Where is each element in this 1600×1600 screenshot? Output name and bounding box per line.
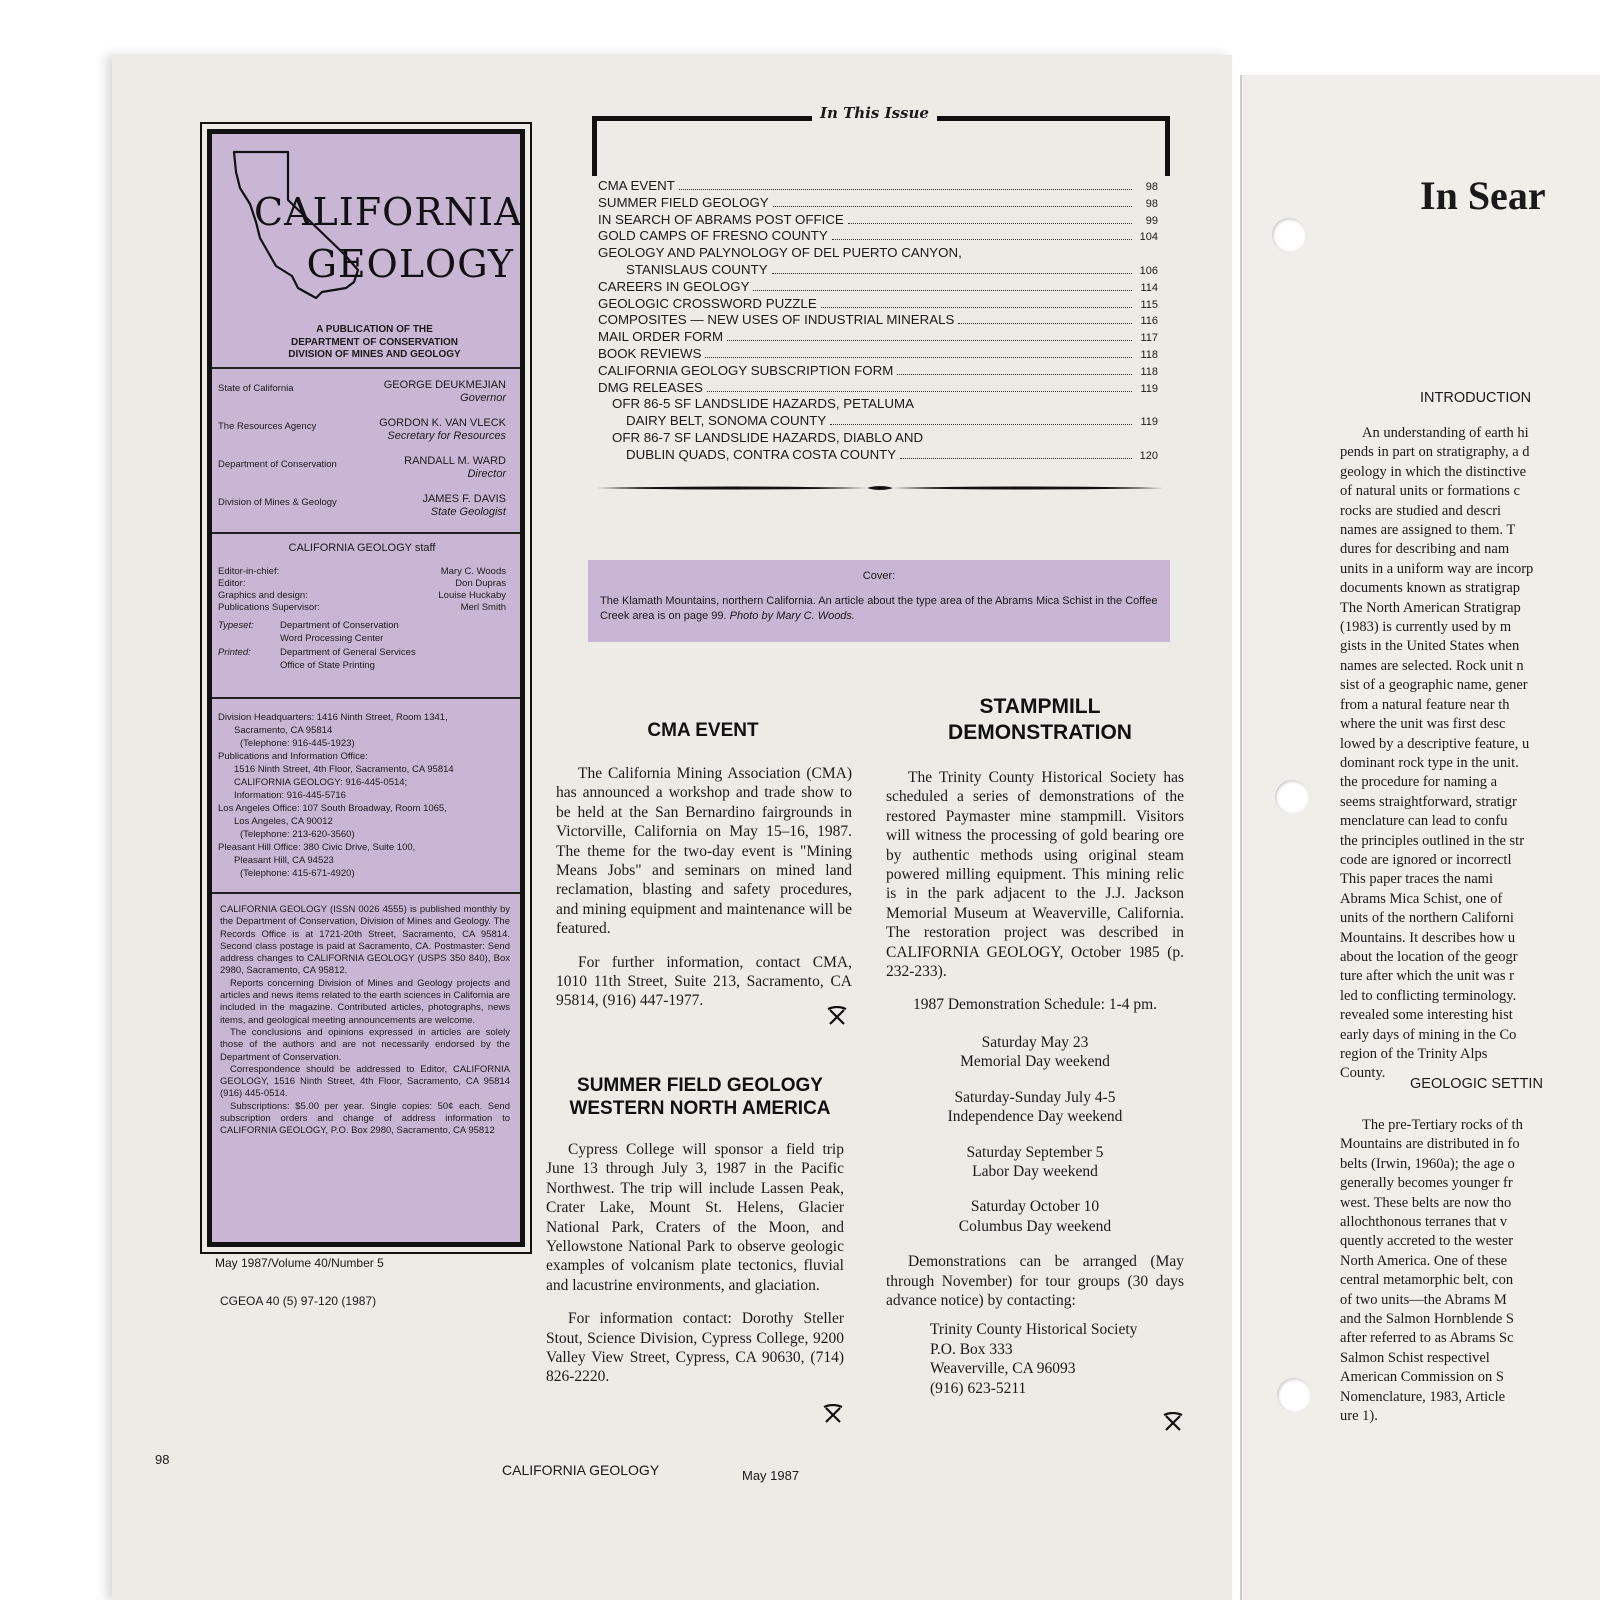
official-row [218,417,506,455]
pick-axe-icon [1162,1412,1184,1432]
toc-item [598,363,1158,380]
toc-item [598,346,1158,363]
text-line: rocks are studied and descri [1340,502,1502,519]
schedule-event: Labor Day weekend [972,1162,1098,1180]
text-line: Abrams Mica Schist, one of [1340,890,1503,907]
official-name: GORDON K. VAN VLECK [379,417,506,429]
toc-item-title: STANISLAUS COUNTY [626,261,768,277]
pubinfo-paragraph: The conclusions and opinions expressed in articles are solely those of the authors and are not necessarily endorsed by the Department of Conservation. [220,1026,510,1063]
pubinfo-paragraph: Subscriptions: $5.00 per year. Single copies: 50¢ each. Send subscription orders and change of address information to CALIFORNIA GEOLOGY, P.O. Box 2980, Sacramento, CA 95812 [220,1100,510,1137]
toc-item-page: 117 [1140,332,1158,345]
text-line: Mountains. It describes how u [1340,929,1516,946]
printed-line: Department of General Services [280,647,416,658]
publication-line: A PUBLICATION OF THE [316,324,433,335]
toc-item [598,279,1158,296]
pubinfo-paragraph: Reports concerning Division of Mines and Geology projects and articles and news items related to the earth sciences in California are included in the magazine. Contributed articles, photographs, news items, and geological meeting announcements are welcome. [220,977,510,1026]
address-line: Pleasant Hill Office: 380 Civic Drive, Suite 100, [218,842,416,853]
text-line: quently accreted to the wester [1340,1233,1514,1250]
official-row [218,493,506,531]
schedule-event: Independence Day weekend [947,1108,1123,1126]
staff-section [212,534,520,699]
stampmill-contact [886,1320,1184,1398]
toc-item-title: BOOK REVIEWS [598,345,702,361]
contents-label: In This Issue [812,104,937,122]
text-line: menclature can lead to confu [1340,813,1508,830]
toc-leader-dots [773,206,1132,207]
typeset-row [218,620,506,645]
toc-item [598,262,1158,279]
schedule-title: 1987 Demonstration Schedule: 1-4 pm. [912,996,1158,1014]
schedule-entry [886,1143,1184,1182]
punch-hole [1277,1378,1311,1412]
text-line: revealed some interesting hist [1340,1007,1513,1024]
masthead [207,129,525,1247]
summer-heading-line: WESTERN NORTH AMERICA [569,1098,831,1119]
text-line: from a natural feature near th [1340,696,1510,713]
address-line: Los Angeles Office: 107 South Broadway, Room 1065, [218,803,447,814]
text-line: ure 1). [1340,1408,1378,1425]
text-line: lowed by a descriptive feature, u [1340,735,1530,752]
toc-item [598,245,1158,262]
footer-date: May 1987 [742,1468,800,1483]
toc-leader-dots [727,340,1132,341]
punch-hole [1272,218,1306,252]
toc-item-title: MAIL ORDER FORM [598,329,724,345]
address-line: Pleasant Hill, CA 94523 [234,855,334,866]
contact-line: P.O. Box 333 [930,1340,1013,1358]
schedule-date: Saturday May 23 [981,1033,1089,1051]
address-line: CALIFORNIA GEOLOGY: 916-445-0514; [234,777,408,788]
text-line: of two units—the Abrams M [1340,1291,1507,1308]
printed-line: Office of State Printing [280,659,375,671]
toc-item-page: 114 [1140,281,1158,294]
summer-paragraph: Cypress College will sponsor a field trip June 13 through July 3, 1987 in the Pacific Northwest. The trip will include Lassen Peak, Crater Lake, Mount St. Helens, Glacier National Park, Craters of the Moon, and Yellowstone National Park to observe geologic examples of volcanism plate tectonics, fluvial and lacustrine environments, and glaciation. [546,1141,844,1294]
text-line: Mountains are distributed in fo [1340,1136,1520,1153]
official-agency: Division of Mines & Geology [218,497,337,508]
schedule-entry [886,1088,1184,1127]
stampmill-heading [900,694,1180,746]
toc-item [598,178,1158,195]
cover-text [600,594,1158,624]
toc-item-page: 118 [1140,365,1158,378]
pubinfo-paragraph: Correspondence should be addressed to Editor, CALIFORNIA GEOLOGY, 1516 Ninth Street, 4th Floor, Sacramento, CA 95814 (916) 445-0514. [220,1063,510,1100]
toc-item-page: 119 [1140,416,1158,429]
text-line: gists in the United States when [1340,638,1520,655]
masthead-title [254,186,523,290]
toc-leader-dots [958,323,1132,324]
toc-item-title: OFR 86-7 SF LANDSLIDE HAZARDS, DIABLO AND [612,429,924,445]
official-title: Governor [460,392,506,404]
toc-item [598,228,1158,245]
toc-item-title: GEOLOGY AND PALYNOLOGY OF DEL PUERTO CANYON, [598,245,962,261]
text-line: seems straightforward, stratigr [1340,793,1517,810]
cma-contact: For further information, contact CMA, 1010 11th Street, Suite 213, Sacramento, CA 95814, (916) 447-1977. [556,953,852,1010]
toc-leader-dots [821,307,1132,308]
text-line: units in a uniform way are incorp [1340,560,1534,577]
text-line: after referred to as Abrams Sc [1340,1330,1514,1347]
toc-item [598,447,1158,464]
text-line: where the unit was first desc [1340,716,1506,733]
addresses-section [212,699,520,894]
address-line: Los Angeles, CA 90012 [234,816,333,827]
schedule-entry [886,1033,1184,1072]
pubinfo-paragraph: CALIFORNIA GEOLOGY (ISSN 0026 4555) is published monthly by the Department of Conservation, Division of Mines and Geology. The Records Office is at 1721-20th Street, Sacramento, CA 95814. Second class postage is paid at Sacramento, CA. Postmaster: Send address changes to CALIFORNIA GEOLOGY (USPS 350 840), Box 2980, Sacramento, CA 95812. [220,904,510,977]
text-line: the principles outlined in the str [1340,832,1525,849]
text-line: names are selected. Rock unit n [1340,657,1524,674]
toc-list [598,178,1158,464]
toc-leader-dots [832,239,1132,240]
schedule-date: Saturday September 5 [966,1143,1104,1161]
summer-heading-line: SUMMER FIELD GEOLOGY [577,1075,823,1096]
official-agency: State of California [218,383,294,394]
toc-leader-dots [848,223,1132,224]
summer-heading [550,1074,850,1120]
toc-item [598,195,1158,212]
stampmill-paragraph: The Trinity County Historical Society has scheduled a series of demonstrations of the restored Paymaster mine stampmill. Visitors will witness the processing of gold bearing ore by authentic methods using original steam powered milling equipment. This mining relic is in the park adjacent to the J.J. Jackson Memorial Museum at Weaverville, California. The restoration project was described in CALIFORNIA GEOLOGY, October 1985 (p. 232-233). [886,769,1184,981]
address-line: 1516 Ninth Street, 4th Floor, Sacramento, CA 95814 [234,764,454,775]
schedule-date: Saturday October 10 [970,1198,1100,1216]
officials-section [212,369,520,534]
text-line: North America. One of these [1340,1252,1508,1269]
text-line: allochthonous terranes that v [1340,1214,1508,1231]
toc-item-title: COMPOSITES — NEW USES OF INDUSTRIAL MINERALS [598,312,955,328]
page-number: 98 [155,1452,170,1467]
toc-item-page: 119 [1140,382,1158,395]
setting-heading: GEOLOGIC SETTIN [1410,1076,1543,1092]
staff-name: Don Dupras [455,578,506,589]
text-line: The pre-Tertiary rocks of th [1362,1117,1523,1133]
official-name: JAMES F. DAVIS [422,493,506,505]
toc-item-page: 106 [1139,264,1158,277]
masthead-frame [200,122,532,1254]
address-line: Information: 916-445-5716 [234,790,346,801]
stampmill-arrange: Demonstrations can be arranged (May through November) for tour groups (30 days advance notice) by contacting: [886,1253,1184,1309]
toc-item-title: CALIFORNIA GEOLOGY SUBSCRIPTION FORM [598,362,894,378]
toc-leader-dots [772,273,1132,274]
cma-heading: CMA EVENT [647,720,759,741]
text-line: ture after which the unit was r [1340,968,1514,985]
text-line: The North American Stratigrap [1340,599,1521,616]
coden-line: CGEOA 40 (5) 97-120 (1987) [220,1294,377,1308]
cover-caption [588,560,1170,642]
staff-name: Mary C. Woods [440,566,506,577]
toc-item [598,430,1158,447]
address-line: (Telephone: 213-620-3560) [240,829,355,840]
toc-item [598,413,1158,430]
stampmill-article [886,768,1184,1398]
official-row [218,379,506,417]
masthead-logo [212,134,523,369]
toc-item [598,329,1158,346]
toc-item-title: GEOLOGIC CROSSWORD PUZZLE [598,295,817,311]
text-line: An understanding of earth hi [1362,425,1529,441]
text-line: code are ignored or incorrectl [1340,851,1512,868]
text-line: led to conflicting terminology. [1340,987,1517,1004]
text-line: units of the northern Californi [1340,910,1514,927]
cover-description: The Klamath Mountains, northern California. An article about the type area of the Abrams Mica Schist in the Coffee Creek area is on page 99. [600,595,1158,622]
text-line: dominant rock type in the unit. [1340,754,1519,771]
text-line: generally becomes younger fr [1340,1175,1513,1192]
toc-item-page: 118 [1140,348,1158,361]
toc-item-title: OFR 86-5 SF LANDSLIDE HAZARDS, PETALUMA [612,396,914,412]
address-line: Division Headquarters: 1416 Ninth Street, Room 1341, [218,712,448,723]
text-line: names are assigned to them. T [1340,522,1516,539]
text-line: Nomenclature, 1983, Article [1340,1388,1506,1405]
official-title: State Geologist [430,506,506,518]
text-line: central metamorphic belt, con [1340,1272,1514,1289]
text-line: dures for describing and nam [1340,541,1510,558]
printed-label: Printed: [218,647,251,658]
contact-line: Trinity County Historical Society [930,1321,1138,1339]
toc-leader-dots [705,357,1132,358]
pick-axe-icon [826,1006,848,1026]
typeset-line: Department of Conservation [280,620,399,631]
staff-row [218,578,506,590]
text-line: region of the Trinity Alps [1340,1046,1488,1062]
toc-item [598,312,1158,329]
staff-role: Graphics and design: [218,590,308,601]
setting-text [1340,1116,1600,1427]
toc-item-title: IN SEARCH OF ABRAMS POST OFFICE [598,211,844,227]
staff-row [218,566,506,578]
title-line-1: CALIFORNIA [254,190,523,234]
text-line: and the Salmon Hornblende S [1340,1311,1514,1328]
official-name: RANDALL M. WARD [404,455,506,467]
text-line: This paper traces the nami [1340,871,1493,888]
text-line: west. These belts are now tho [1340,1194,1512,1211]
toc-item-page: 98 [1145,197,1158,210]
title-line-2: GEOLOGY [306,242,514,286]
toc-item-title: CAREERS IN GEOLOGY [598,278,750,294]
toc-item-page: 99 [1145,214,1158,227]
toc-item [598,380,1158,397]
text-line: Salmon Schist respectivel [1340,1349,1490,1366]
official-row [218,455,506,493]
pick-axe-icon [822,1404,844,1424]
official-agency: The Resources Agency [218,421,317,432]
typeset-label: Typeset: [218,620,254,631]
toc-item-title: SUMMER FIELD GEOLOGY [598,194,769,210]
official-title: Director [467,468,506,480]
text-line: about the location of the geogr [1340,948,1518,965]
schedule-event: Memorial Day weekend [960,1053,1110,1071]
staff-role: Editor-in-chief: [218,566,280,577]
cma-article [556,764,852,1025]
footer-magazine: CALIFORNIA GEOLOGY [502,1462,660,1478]
introduction-text [1340,424,1600,1084]
summer-article [546,1140,844,1401]
contents-frame [592,116,1170,176]
toc-item-page: 115 [1140,298,1158,311]
toc-leader-dots [679,189,1132,190]
cma-paragraph: The California Mining Association (CMA) has announced a workshop and trade show to be held at the San Bernardino fairgrounds in Victorville, California on May 15–16, 1987. The theme for the two-day event is "Mining Means Jobs" and seminars on mined land reclamation, blasting and safety procedures, and mining equipment and maintenance will be featured. [556,765,852,938]
toc-item-page: 104 [1139,231,1158,244]
issue-line: May 1987/Volume 40/Number 5 [215,1256,384,1270]
text-line: County. [1340,1065,1386,1082]
toc-item-title: GOLD CAMPS OF FRESNO COUNTY [598,228,828,244]
ornament-rule [597,484,1163,492]
staff-role: Editor: [218,578,246,589]
article-title: In Sear [1420,173,1546,218]
staff-name: Louise Huckaby [438,590,506,601]
toc-leader-dots [753,290,1132,291]
text-line: geology in which the distinctive [1340,463,1527,480]
cover-label: Cover: [862,570,896,582]
toc-item-page: 116 [1140,315,1158,328]
address-line: Sacramento, CA 95814 [234,725,333,736]
staff-row [218,602,506,614]
table-of-contents [592,104,1170,494]
official-agency: Department of Conservation [218,459,337,470]
text-line: documents known as stratigrap [1340,580,1521,597]
address-line: (Telephone: 916-445-1923) [240,738,355,749]
toc-item-page: 98 [1145,181,1158,193]
publication-statement [232,324,517,362]
text-line: of natural units or formations c [1340,483,1520,500]
toc-leader-dots [897,374,1132,375]
staff-title: CALIFORNIA GEOLOGY staff [288,542,436,554]
stampmill-heading-line: DEMONSTRATION [948,721,1132,744]
toc-leader-dots [900,458,1132,459]
cover-credit: Photo by Mary C. Woods. [729,610,855,622]
toc-leader-dots [830,424,1132,425]
text-line: American Commission on S [1340,1369,1504,1386]
staff-role: Publications Supervisor: [218,602,320,613]
contact-line: (916) 623-5211 [930,1379,1027,1397]
toc-item [598,396,1158,413]
publication-line: DIVISION OF MINES AND GEOLOGY [288,349,461,360]
publication-line: DEPARTMENT OF CONSERVATION [290,336,459,348]
schedule-event: Columbus Day weekend [958,1217,1112,1235]
contact-line: Weaverville, CA 96093 [930,1360,1076,1378]
schedule-date: Saturday-Sunday July 4-5 [954,1088,1116,1106]
text-line: pends in part on stratigraphy, a d [1340,444,1530,461]
toc-item-title: DMG RELEASES [598,379,703,395]
toc-item-title: DAIRY BELT, SONOMA COUNTY [626,413,827,429]
text-line: sist of a geographic name, gener [1340,677,1528,694]
address-line: Publications and Information Office: [218,751,368,762]
text-line: early days of mining in the Co [1340,1026,1517,1043]
address-line: (Telephone: 415-671-4920) [240,868,355,879]
toc-item-title: CMA EVENT [598,178,675,193]
introduction-heading: INTRODUCTION [1420,390,1532,406]
text-line: the procedure for naming a [1340,774,1498,791]
stampmill-heading-line: STAMPMILL [979,695,1101,718]
schedule-entry [886,1197,1184,1236]
toc-leader-dots [707,391,1132,392]
staff-name: Merl Smith [460,602,506,613]
official-name: GEORGE DEUKMEJIAN [383,379,506,391]
toc-item-title: DUBLIN QUADS, CONTRA COSTA COUNTY [626,446,897,462]
punch-hole [1275,780,1309,814]
summer-contact: For information contact: Dorothy Steller Stout, Science Division, Cypress College, 9200 Valley View Street, Cypress, CA 90630, (714) 826-2220. [546,1310,844,1386]
toc-item [598,212,1158,229]
staff-row [218,590,506,602]
text-line: (1983) is currently used by m [1340,619,1512,636]
publication-info [212,894,520,1138]
official-title: Secretary for Resources [387,430,506,442]
text-line: belts (Irwin, 1960a); the age o [1340,1155,1515,1172]
toc-item-page: 120 [1139,449,1158,462]
toc-item [598,296,1158,313]
typeset-line: Word Processing Center [280,632,384,644]
printed-row [218,647,506,672]
